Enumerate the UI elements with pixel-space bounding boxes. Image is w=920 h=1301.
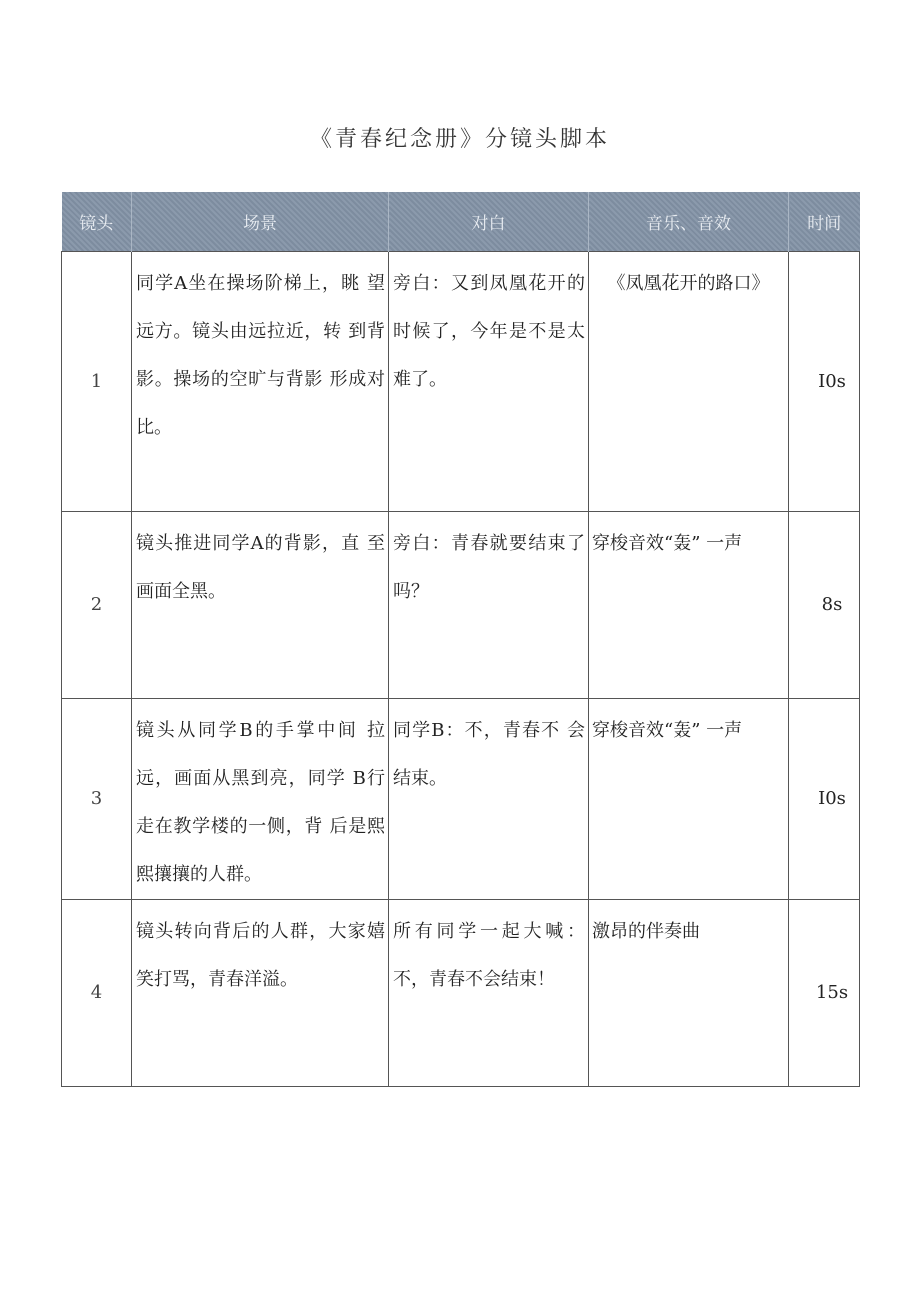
duration-cell: 8s	[789, 512, 860, 699]
music-cell: 激昂的伴奏曲	[589, 900, 789, 1087]
header-shot: 镜头	[62, 192, 132, 252]
dialogue-cell: 同学B：不，青春不 会结束。	[389, 699, 589, 900]
table-row	[62, 512, 860, 699]
table-header-row	[62, 192, 860, 252]
scene-cell: 同学A坐在操场阶梯上，眺 望远方。镜头由远拉近，转 到背影。操场的空旷与背影 形成对比。	[132, 252, 389, 512]
header-dialogue: 对白	[389, 192, 589, 252]
shot-number: 2	[62, 512, 132, 699]
duration-cell: I0s	[789, 252, 860, 512]
header-scene: 场景	[132, 192, 389, 252]
dialogue-cell: 所有同学一起大喊：不，青春不会结束！	[389, 900, 589, 1087]
table-row	[62, 900, 860, 1087]
table-row	[62, 252, 860, 512]
header-duration: 时间	[789, 192, 860, 252]
duration-cell: 15s	[789, 900, 860, 1087]
page-title: 《青春纪念册》分镜头脚本	[309, 127, 610, 152]
scene-cell: 镜头转向背后的人群，大家嬉笑打骂，青春洋溢。	[132, 900, 389, 1087]
dialogue-cell: 旁白：又到凤凰花开的时候了，今年是不是太难了。	[389, 252, 589, 512]
dialogue-cell: 旁白：青春就要结束了吗？	[389, 512, 589, 699]
duration-cell: I0s	[789, 699, 860, 900]
table-row	[62, 699, 860, 900]
scene-cell: 镜头推进同学A的背影，直 至画面全黑。	[132, 512, 389, 699]
music-cell: 穿梭音效“轰” 一声	[589, 512, 789, 699]
storyboard-table	[61, 192, 860, 1087]
shot-number: 1	[62, 252, 132, 512]
music-cell: 《凤凰花开的路口》	[589, 252, 789, 512]
shot-number: 4	[62, 900, 132, 1087]
shot-number: 3	[62, 699, 132, 900]
header-music: 音乐、音效	[589, 192, 789, 252]
music-cell: 穿梭音效“轰” 一声	[589, 699, 789, 900]
scene-cell: 镜头从同学B的手掌中间 拉远，画面从黑到亮，同学 B行走在教学楼的一侧，背 后是熙熙攘攘的人群。	[132, 699, 389, 900]
